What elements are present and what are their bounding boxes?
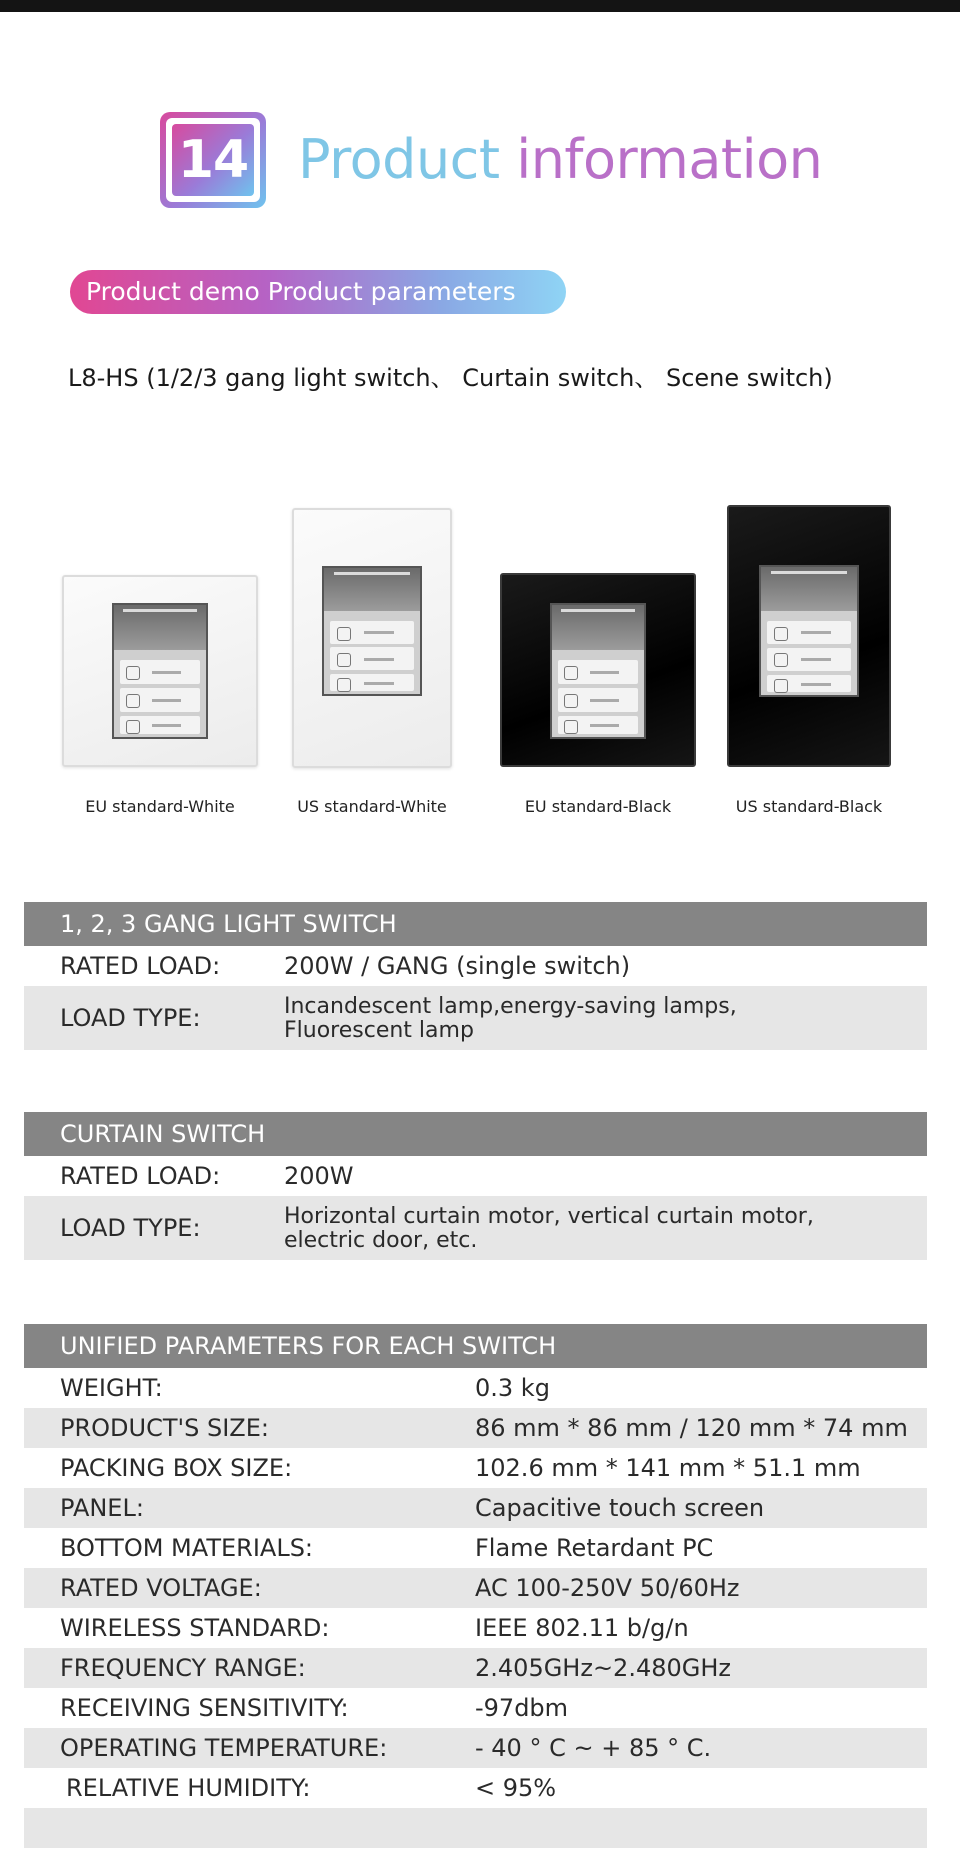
row-value: [284, 995, 737, 1043]
row-value-line: Fluorescent lamp: [284, 1018, 474, 1043]
table-row: [24, 1156, 927, 1196]
table-row: [24, 1728, 927, 1768]
section-number-badge: [160, 112, 266, 208]
row-value: - 40 ° C ~ + 85 ° C.: [475, 1734, 712, 1762]
row-value: Flame Retardant PC: [475, 1534, 714, 1562]
table-row: [24, 986, 927, 1050]
row-value: < 95%: [475, 1774, 557, 1802]
table-row: [24, 1768, 927, 1808]
badge-number: 14: [172, 124, 254, 196]
product-caption: EU standard-White: [85, 797, 235, 816]
row-value: 102.6 mm * 141 mm * 51.1 mm: [475, 1454, 861, 1482]
panel-screen: [112, 603, 208, 739]
row-label: PANEL:: [60, 1494, 144, 1522]
row-value: [284, 1205, 814, 1253]
row-label: PACKING BOX SIZE:: [60, 1454, 293, 1482]
row-label: RATED LOAD:: [60, 952, 221, 980]
product-caption: US standard-Black: [735, 797, 883, 816]
panel-screen: [759, 565, 859, 697]
product-eu-black: [500, 573, 696, 767]
title-word-information: information: [516, 128, 823, 191]
product-caption: US standard-White: [297, 797, 447, 816]
table-row: [24, 1528, 927, 1568]
model-line: L8-HS (1/2/3 gang light switch、 Curtain switch、 Scene switch): [68, 364, 833, 392]
row-label: RELATIVE HUMIDITY:: [66, 1774, 311, 1802]
table-row: [24, 1648, 927, 1688]
table-row: [24, 946, 927, 986]
curtain-switch-table: [24, 1112, 927, 1260]
unified-parameters-table: [24, 1324, 927, 1848]
row-label: BOTTOM MATERIALS:: [60, 1534, 314, 1562]
row-value-line: Horizontal curtain motor, vertical curtain motor,: [284, 1204, 814, 1229]
row-value: 86 mm * 86 mm / 120 mm * 74 mm: [475, 1414, 908, 1442]
product-us-white: [292, 508, 452, 768]
row-label: RECEIVING SENSITIVITY:: [60, 1694, 349, 1722]
row-label: WEIGHT:: [60, 1374, 163, 1402]
table-row: [24, 1368, 927, 1408]
table-row: [24, 1568, 927, 1608]
table-heading: CURTAIN SWITCH: [24, 1112, 927, 1156]
table-row: [24, 1608, 927, 1648]
page-title: [298, 128, 822, 191]
panel-screen: [322, 566, 422, 696]
row-label: LOAD TYPE:: [60, 1214, 201, 1242]
panel-screen: [550, 603, 646, 739]
table-row: [24, 1488, 927, 1528]
row-value: 0.3 kg: [475, 1374, 550, 1402]
table-row: [24, 1196, 927, 1260]
row-label: RATED LOAD:: [60, 1162, 221, 1190]
section-pill: Product demo Product parameters: [70, 270, 566, 314]
top-bar: [0, 0, 960, 12]
row-value-line: electric door, etc.: [284, 1228, 478, 1253]
light-switch-table: [24, 902, 927, 1050]
product-us-black: [727, 505, 891, 767]
title-word-product: Product: [298, 128, 500, 191]
product-caption: EU standard-Black: [524, 797, 672, 816]
row-label: WIRELESS STANDARD:: [60, 1614, 330, 1642]
table-heading: 1, 2, 3 GANG LIGHT SWITCH: [24, 902, 927, 946]
row-value: AC 100-250V 50/60Hz: [475, 1574, 740, 1602]
table-heading: UNIFIED PARAMETERS FOR EACH SWITCH: [24, 1324, 927, 1368]
row-label: LOAD TYPE:: [60, 1004, 201, 1032]
table-row-empty: [24, 1808, 927, 1848]
row-value: 200W: [284, 1162, 354, 1190]
product-eu-white: [62, 575, 258, 767]
table-row: [24, 1688, 927, 1728]
table-row: [24, 1408, 927, 1448]
row-value: 200W / GANG (single switch): [284, 952, 631, 980]
row-label: FREQUENCY RANGE:: [60, 1654, 306, 1682]
row-label: OPERATING TEMPERATURE:: [60, 1734, 388, 1762]
row-label: RATED VOLTAGE:: [60, 1574, 262, 1602]
row-value: IEEE 802.11 b/g/n: [475, 1614, 689, 1642]
row-label: PRODUCT'S SIZE:: [60, 1414, 269, 1442]
unified-rows: [24, 1368, 927, 1848]
badge-inner: [166, 118, 260, 202]
row-value: Capacitive touch screen: [475, 1494, 765, 1522]
table-row: [24, 1448, 927, 1488]
row-value: -97dbm: [475, 1694, 569, 1722]
row-value: 2.405GHz~2.480GHz: [475, 1654, 732, 1682]
row-value-line: Incandescent lamp,energy-saving lamps,: [284, 994, 737, 1019]
